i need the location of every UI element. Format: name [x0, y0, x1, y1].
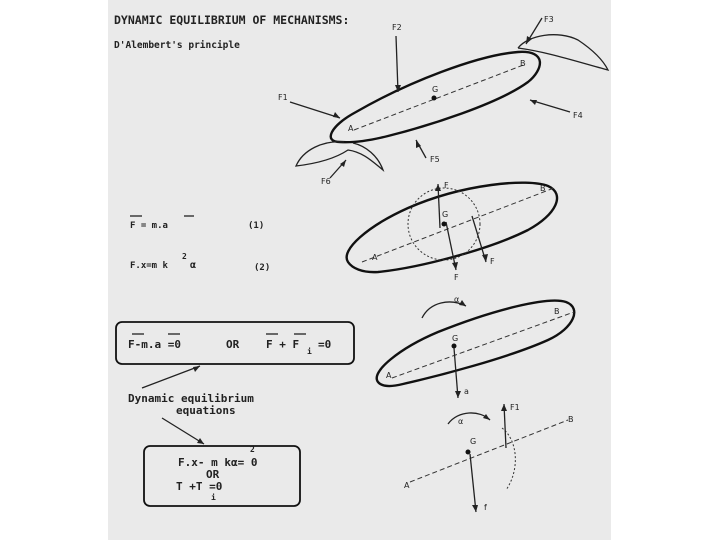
page-subtitle: D'Alembert's principle: [114, 40, 240, 51]
svg-text:B: B: [568, 415, 574, 424]
svg-text:F2: F2: [392, 23, 402, 32]
svg-text:F3: F3: [544, 15, 554, 24]
svg-text:F5: F5: [430, 155, 440, 164]
svg-text:G: G: [470, 437, 477, 446]
scanned-page: [108, 0, 611, 540]
box2-line-1: F.x- m kα= 0: [178, 456, 258, 469]
equation-2-alpha: α: [190, 260, 197, 271]
box2-superscript: 2: [250, 445, 255, 454]
equation-box-2: [144, 446, 300, 506]
figure-4-equivalent-system: [404, 403, 574, 512]
svg-text:α: α: [454, 295, 460, 304]
svg-text:α: α: [458, 417, 464, 426]
svg-text:A: A: [348, 124, 354, 133]
svg-text:F: F: [454, 273, 459, 282]
equation-1: F = m.a: [130, 221, 168, 231]
svg-text:A: A: [386, 371, 392, 380]
svg-text:F: F: [490, 257, 495, 266]
figure-2-inertia-force: [347, 181, 557, 282]
equation-2-superscript: 2: [182, 252, 187, 261]
box1-part3: =0: [318, 338, 332, 351]
svg-text:F6: F6: [321, 177, 331, 186]
svg-text:F: F: [444, 181, 449, 190]
svg-text:G: G: [432, 85, 439, 94]
box2-subscript: i: [211, 493, 216, 502]
svg-text:G: G: [442, 210, 449, 219]
svg-text:G: G: [452, 334, 459, 343]
equation-2-number: (2): [254, 263, 271, 273]
svg-text:B: B: [520, 59, 526, 68]
svg-text:f: f: [484, 503, 487, 512]
box1-or: OR: [226, 338, 240, 351]
svg-text:F4: F4: [573, 111, 583, 120]
svg-text:B: B: [554, 307, 560, 316]
box2-line-3: T +T =0: [176, 480, 223, 493]
svg-text:F1: F1: [278, 93, 288, 102]
mechanics-diagram: [108, 0, 611, 540]
box1-subscript: i: [307, 347, 312, 356]
box1-part1: F-m.a =0: [128, 338, 181, 351]
caption-line-1: Dynamic equilibrium: [128, 392, 254, 405]
equation-1-number: (1): [248, 221, 265, 231]
svg-text:A: A: [372, 253, 378, 262]
svg-text:a: a: [464, 387, 469, 396]
box2-or: OR: [206, 468, 220, 481]
svg-text:B: B: [540, 184, 546, 193]
equation-2: F.x=m k: [130, 261, 168, 271]
svg-text:F1: F1: [510, 403, 520, 412]
figure-3-angular-acceleration: [377, 295, 575, 398]
svg-text:A: A: [404, 481, 410, 490]
box1-part2: F + F: [266, 338, 300, 351]
page-title: DYNAMIC EQUILIBRIUM OF MECHANISMS:: [114, 13, 350, 27]
caption-line-2: equations: [176, 404, 236, 417]
figure-1-body-with-forces: [278, 15, 608, 186]
